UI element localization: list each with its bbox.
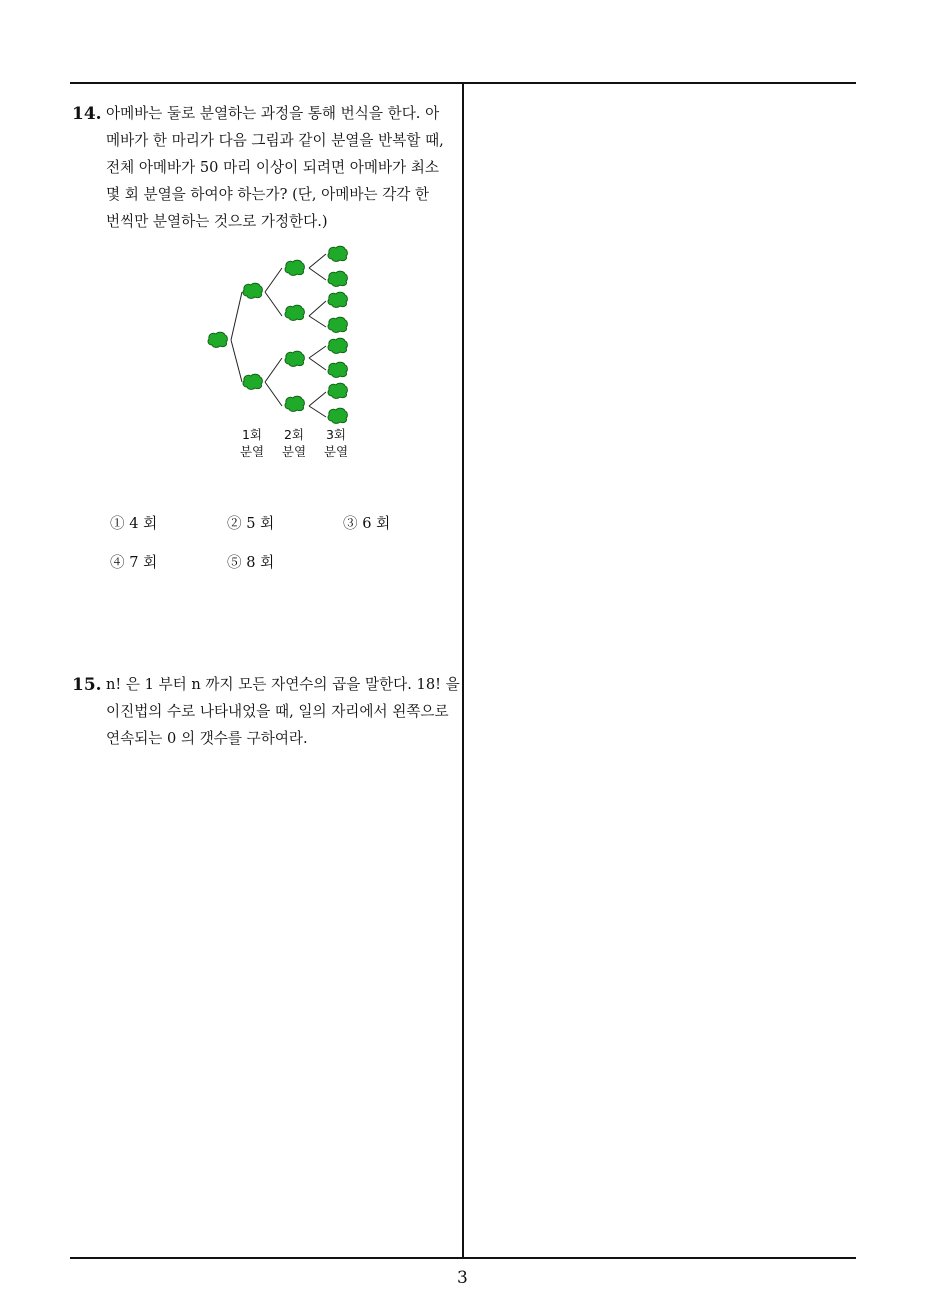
question-14-line: 번씩만 분열하는 것으로 가정한다.) [106, 213, 328, 230]
amoeba-icon [328, 408, 347, 423]
page-number: 3 [457, 1268, 468, 1288]
branch-line [231, 292, 242, 382]
amoeba-icon [328, 317, 347, 332]
question-15-number: 15. [72, 675, 102, 695]
division-label-2-word: 분열 [281, 444, 307, 459]
amoeba-icon [328, 362, 347, 377]
division-label-3-word: 분열 [323, 444, 349, 459]
amoeba-icon [328, 246, 347, 261]
choice-3[interactable]: ③ 6 회 [343, 515, 391, 532]
division-label-1-word: 분열 [239, 444, 265, 459]
branch-line [265, 268, 282, 406]
question-14-line: 전체 아메바가 50 마리 이상이 되려면 아메바가 최소 [106, 159, 439, 176]
question-14-line: 아메바는 둘로 분열하는 과정을 통해 번식을 한다. 아 [106, 105, 440, 122]
amoeba-icon [328, 271, 347, 286]
amoeba-icon [328, 292, 347, 307]
amoeba-icon [328, 338, 347, 353]
amoeba-icon [285, 260, 304, 275]
question-14-line: 몇 회 분열을 하여야 하는가? (단, 아메바는 각각 한 [106, 186, 430, 203]
question-15-line: 연속되는 0 의 갯수를 구하여라. [106, 730, 308, 747]
division-label-1-count: 1회 [241, 427, 263, 442]
choice-2[interactable]: ② 5 회 [227, 515, 275, 532]
division-label-1 [232, 426, 272, 460]
division-label-2 [274, 426, 314, 460]
amoeba-icon [328, 383, 347, 398]
question-15-line: n! 은 1 부터 n 까지 모든 자연수의 곱을 말한다. 18! 을 [106, 676, 460, 693]
choice-4[interactable]: ④ 7 회 [110, 554, 158, 571]
amoeba-icon [208, 332, 227, 347]
division-label-3 [316, 426, 356, 460]
amoeba-icon [243, 374, 262, 389]
division-label-3-count: 3회 [325, 427, 347, 442]
amoeba-icon [243, 283, 262, 298]
choice-5[interactable]: ⑤ 8 회 [227, 554, 275, 571]
division-label-2-count: 2회 [283, 427, 305, 442]
amoeba-icon [285, 351, 304, 366]
question-14-line: 메바가 한 마리가 다음 그림과 같이 분열을 반복할 때, [106, 132, 444, 149]
choice-1[interactable]: ① 4 회 [110, 515, 158, 532]
question-14-number: 14. [72, 104, 102, 124]
amoeba-icon [285, 305, 304, 320]
amoeba-icon [285, 396, 304, 411]
question-15-line: 이진법의 수로 나타내었을 때, 일의 자리에서 왼쪽으로 [106, 703, 449, 720]
branch-line [309, 254, 326, 417]
column-divider [462, 82, 464, 1259]
